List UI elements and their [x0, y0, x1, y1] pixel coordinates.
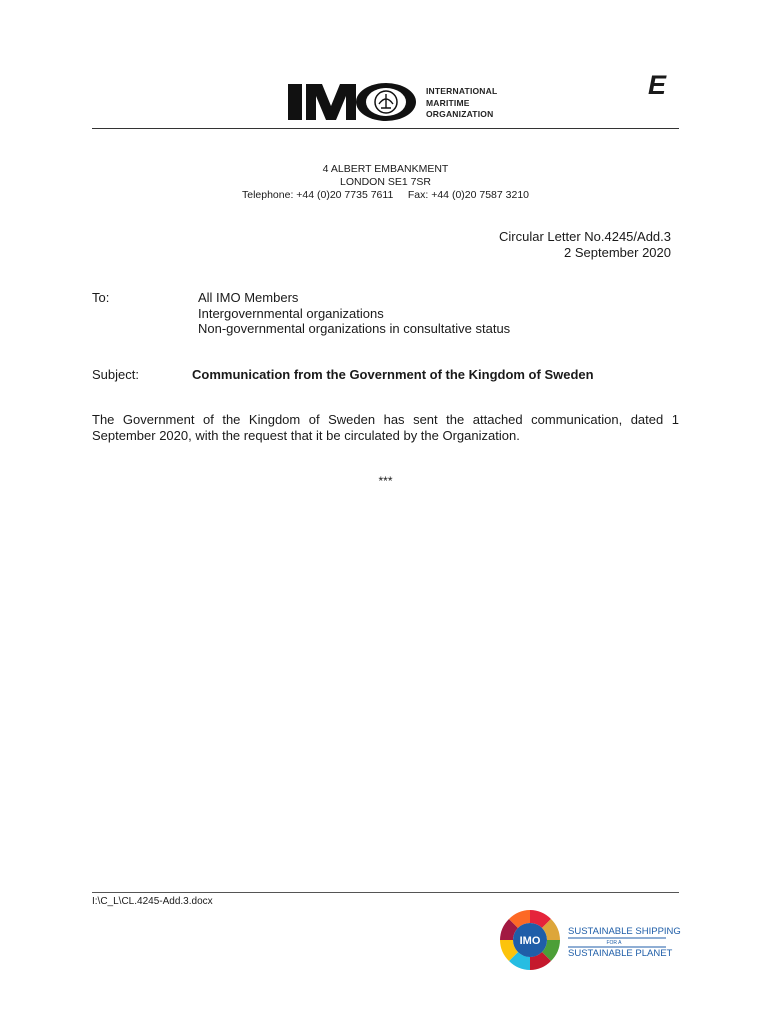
organization-name: [426, 86, 497, 121]
contact-line: Telephone: +44 (0)20 7735 7611 Fax: +44 (0)20 7587 3210: [241, 189, 530, 201]
recipient-item: Non-governmental organizations in consultative status: [198, 321, 511, 336]
header-divider: [92, 128, 679, 129]
subject-text: Communication from the Government of the Kingdom of Sweden: [192, 367, 594, 382]
badge-line-3: SUSTAINABLE PLANET: [568, 948, 673, 959]
badge-line-1: SUSTAINABLE SHIPPING: [568, 926, 681, 937]
badge-line-2: FOR A: [606, 940, 622, 946]
recipient-list: [198, 290, 510, 337]
badge-imo-text: IMO: [519, 935, 541, 947]
circular-letter-number: Circular Letter No.4245/Add.3: [499, 229, 671, 244]
to-label: To:: [92, 290, 110, 305]
letter-date: 2 September 2020: [564, 245, 671, 260]
org-line-2: MARITIME: [426, 97, 470, 108]
sdg-wheel-icon: [500, 910, 560, 970]
file-path: I:\C_L\CL.4245-Add.3.docx: [92, 896, 213, 907]
body-paragraph: The Government of the Kingdom of Sweden has sent the attached communication, dated 1 September 2020, with the request that it be circulated by the Organization.: [92, 412, 679, 443]
imo-logo: [288, 82, 418, 122]
subject-label: Subject:: [92, 367, 139, 382]
sustainable-shipping-badge: [498, 908, 681, 972]
recipient-item: All IMO Members: [198, 290, 299, 305]
address-line-1: 4 ALBERT EMBANKMENT: [322, 163, 449, 175]
language-code: E: [648, 70, 667, 100]
address-line-2: LONDON SE1 7SR: [339, 176, 432, 188]
footer-divider: [92, 892, 679, 893]
org-line-1: INTERNATIONAL: [426, 86, 498, 96]
recipient-item: Intergovernmental organizations: [198, 305, 384, 321]
org-line-3: ORGANIZATION: [426, 109, 494, 119]
separator: ***: [378, 474, 393, 488]
